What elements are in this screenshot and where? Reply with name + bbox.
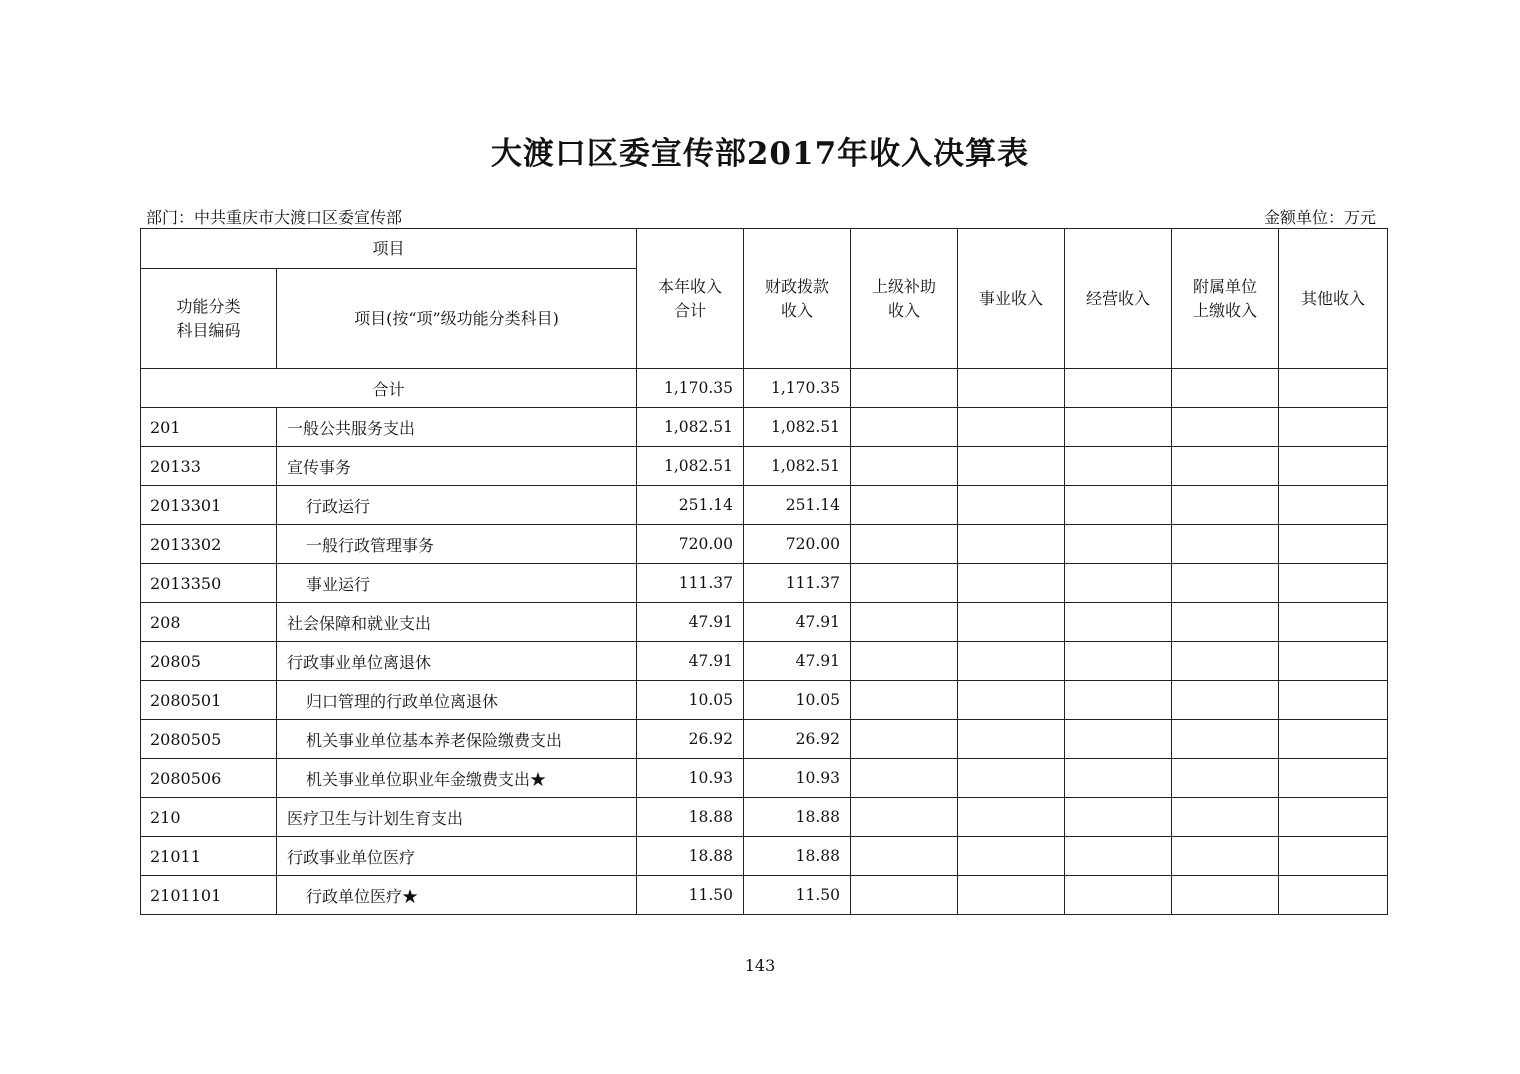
header-col-business: 事业收入: [958, 229, 1065, 369]
empty-cell: [958, 564, 1065, 603]
table-row: [141, 603, 1388, 642]
empty-cell: [1065, 681, 1172, 720]
row-name: 行政单位医疗★: [277, 876, 637, 915]
empty-cell: [1279, 837, 1388, 876]
empty-cell: [851, 798, 958, 837]
row-code: 2080501: [141, 681, 277, 720]
empty-cell: [851, 837, 958, 876]
empty-cell: [851, 603, 958, 642]
row-total: 111.37: [637, 564, 744, 603]
table-row: [141, 642, 1388, 681]
empty-cell: [1172, 408, 1279, 447]
row-name: 行政运行: [277, 486, 637, 525]
empty-cell: [1279, 525, 1388, 564]
empty-cell: [851, 681, 958, 720]
empty-cell: [1279, 681, 1388, 720]
empty-cell: [1172, 525, 1279, 564]
header-col-other: 其他收入: [1279, 229, 1388, 369]
header-col-total: 本年收入 合计: [637, 229, 744, 369]
row-fiscal: 18.88: [744, 837, 851, 876]
row-fiscal: 26.92: [744, 720, 851, 759]
empty-cell: [958, 642, 1065, 681]
header-project: 项目: [141, 229, 637, 269]
empty-cell: [958, 408, 1065, 447]
header-col-affiliate: 附属单位 上缴收入: [1172, 229, 1279, 369]
empty-cell: [1065, 486, 1172, 525]
total-label: 合计: [141, 369, 637, 408]
empty-cell: [851, 408, 958, 447]
table-row: [141, 564, 1388, 603]
row-code: 2013302: [141, 525, 277, 564]
empty-cell: [851, 486, 958, 525]
row-name: 行政事业单位离退休: [277, 642, 637, 681]
row-fiscal: 720.00: [744, 525, 851, 564]
row-fiscal: 10.93: [744, 759, 851, 798]
empty-cell: [958, 603, 1065, 642]
table-row: [141, 837, 1388, 876]
empty-cell: [851, 642, 958, 681]
total-income: 1,170.35: [637, 369, 744, 408]
header-col-operating: 经营收入: [1065, 229, 1172, 369]
empty-cell: [1065, 642, 1172, 681]
row-fiscal: 18.88: [744, 798, 851, 837]
empty-cell: [1172, 837, 1279, 876]
empty-cell: [958, 486, 1065, 525]
empty-cell: [958, 876, 1065, 915]
row-total: 1,082.51: [637, 447, 744, 486]
table-row: [141, 408, 1388, 447]
total-row: [141, 369, 1388, 408]
department-label: 部门：中共重庆市大渡口区委宣传部: [146, 208, 403, 227]
empty-cell: [1172, 564, 1279, 603]
empty-cell: [851, 564, 958, 603]
row-fiscal: 11.50: [744, 876, 851, 915]
empty-cell: [1279, 603, 1388, 642]
row-total: 18.88: [637, 837, 744, 876]
empty-cell: [1065, 408, 1172, 447]
row-total: 47.91: [637, 642, 744, 681]
row-code: 2080505: [141, 720, 277, 759]
empty-cell: [1279, 564, 1388, 603]
row-fiscal: 10.05: [744, 681, 851, 720]
header-code: 功能分类 科目编码: [141, 269, 277, 369]
row-name: 归口管理的行政单位离退休: [277, 681, 637, 720]
empty-cell: [1172, 720, 1279, 759]
empty-cell: [1279, 876, 1388, 915]
revenue-table: [140, 228, 1388, 915]
empty-cell: [1172, 876, 1279, 915]
row-fiscal: 47.91: [744, 642, 851, 681]
empty-cell: [1065, 603, 1172, 642]
table-row: [141, 720, 1388, 759]
empty-cell: [1279, 408, 1388, 447]
empty-cell: [1279, 798, 1388, 837]
row-fiscal: 251.14: [744, 486, 851, 525]
row-fiscal: 1,082.51: [744, 408, 851, 447]
empty-cell: [958, 681, 1065, 720]
empty-cell: [851, 447, 958, 486]
row-name: 宣传事务: [277, 447, 637, 486]
row-total: 47.91: [637, 603, 744, 642]
row-fiscal: 1,082.51: [744, 447, 851, 486]
row-name: 一般公共服务支出: [277, 408, 637, 447]
empty-cell: [1172, 759, 1279, 798]
empty-cell: [1279, 642, 1388, 681]
empty-cell: [958, 525, 1065, 564]
row-total: 11.50: [637, 876, 744, 915]
row-code: 2080506: [141, 759, 277, 798]
empty-cell: [851, 525, 958, 564]
row-code: 20133: [141, 447, 277, 486]
row-code: 21011: [141, 837, 277, 876]
table-row: [141, 447, 1388, 486]
empty-cell: [1172, 447, 1279, 486]
row-code: 210: [141, 798, 277, 837]
table-row: [141, 681, 1388, 720]
row-total: 720.00: [637, 525, 744, 564]
row-total: 251.14: [637, 486, 744, 525]
row-name: 事业运行: [277, 564, 637, 603]
table-row: [141, 759, 1388, 798]
empty-cell: [1065, 837, 1172, 876]
empty-cell: [851, 759, 958, 798]
row-name: 社会保障和就业支出: [277, 603, 637, 642]
total-fiscal: 1,170.35: [744, 369, 851, 408]
header-name: 项目(按“项”级功能分类科目): [277, 269, 637, 369]
empty-cell: [958, 837, 1065, 876]
empty-cell: [1065, 525, 1172, 564]
row-total: 1,082.51: [637, 408, 744, 447]
empty-cell: [1279, 759, 1388, 798]
row-total: 10.93: [637, 759, 744, 798]
row-fiscal: 111.37: [744, 564, 851, 603]
table-row: [141, 525, 1388, 564]
empty-cell: [1279, 447, 1388, 486]
row-total: 10.05: [637, 681, 744, 720]
row-code: 20805: [141, 642, 277, 681]
empty-cell: [1172, 486, 1279, 525]
table-row: [141, 876, 1388, 915]
row-code: 2013350: [141, 564, 277, 603]
unit-label: 金额单位：万元: [1263, 208, 1376, 227]
empty-cell: [851, 720, 958, 759]
empty-cell: [958, 447, 1065, 486]
row-code: 2101101: [141, 876, 277, 915]
row-name: 机关事业单位基本养老保险缴费支出: [277, 720, 637, 759]
row-code: 208: [141, 603, 277, 642]
row-fiscal: 47.91: [744, 603, 851, 642]
header-col-fiscal: 财政拨款 收入: [744, 229, 851, 369]
empty-cell: [1172, 681, 1279, 720]
row-name: 医疗卫生与计划生育支出: [277, 798, 637, 837]
empty-cell: [1172, 798, 1279, 837]
table-row: [141, 798, 1388, 837]
page-number: 143: [744, 956, 776, 975]
row-code: 2013301: [141, 486, 277, 525]
empty-cell: [1172, 642, 1279, 681]
empty-cell: [1065, 759, 1172, 798]
empty-cell: [851, 876, 958, 915]
empty-cell: [1279, 486, 1388, 525]
empty-cell: [1172, 603, 1279, 642]
row-name: 机关事业单位职业年金缴费支出★: [277, 759, 637, 798]
empty-cell: [958, 798, 1065, 837]
empty-cell: [958, 720, 1065, 759]
empty-cell: [1065, 447, 1172, 486]
page-title: 大渡口区委宣传部2017年收入决算表: [490, 136, 1030, 172]
empty-cell: [1279, 720, 1388, 759]
empty-cell: [1065, 564, 1172, 603]
header-col-superior: 上级补助 收入: [851, 229, 958, 369]
row-total: 26.92: [637, 720, 744, 759]
row-code: 201: [141, 408, 277, 447]
row-name: 行政事业单位医疗: [277, 837, 637, 876]
empty-cell: [1065, 876, 1172, 915]
row-total: 18.88: [637, 798, 744, 837]
empty-cell: [958, 759, 1065, 798]
empty-cell: [1065, 720, 1172, 759]
empty-cell: [1065, 798, 1172, 837]
table-row: [141, 486, 1388, 525]
row-name: 一般行政管理事务: [277, 525, 637, 564]
